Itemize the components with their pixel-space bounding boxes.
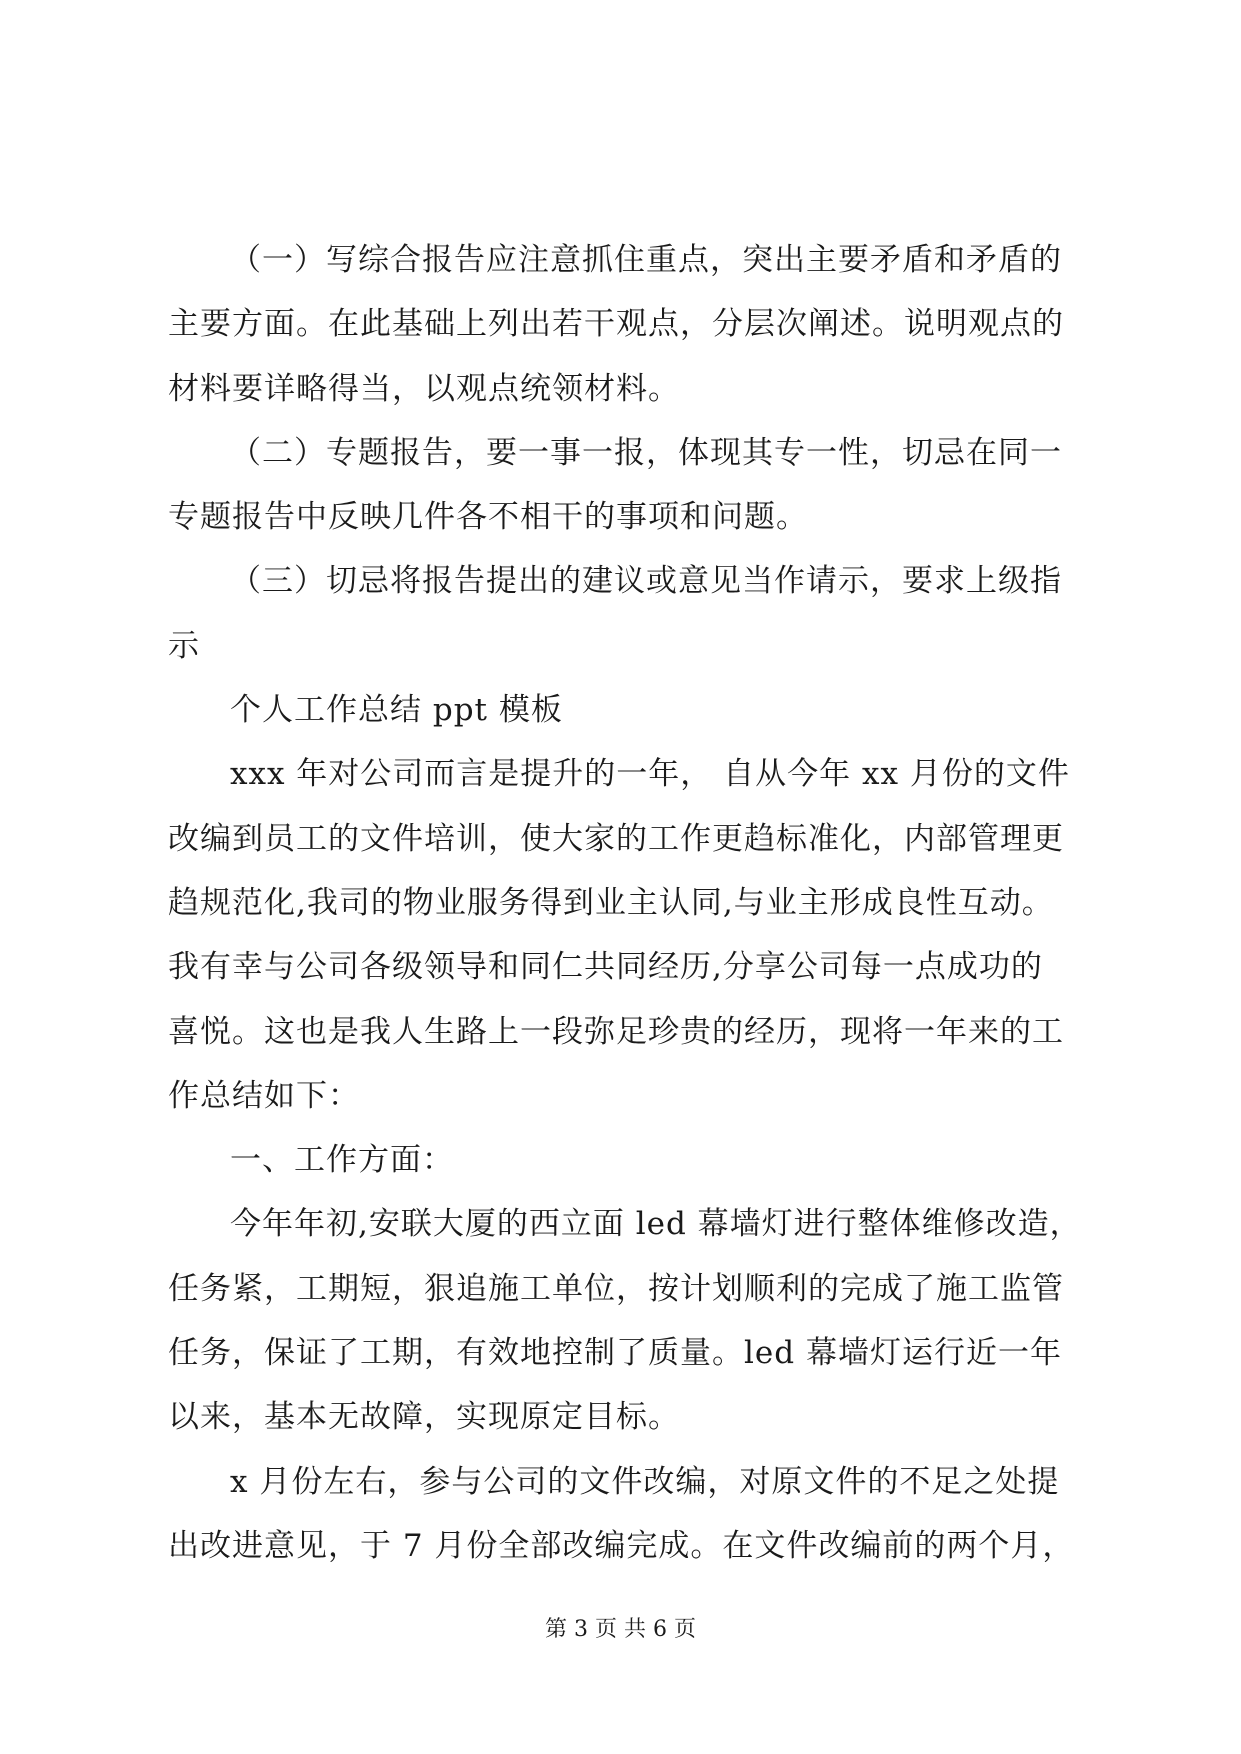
text-line: 专题报告中反映几件各不相干的事项和问题。 [168, 499, 808, 536]
text-line: xxx 年对公司而言是提升的一年， 自从今年 xx 月份的文件 [230, 756, 1070, 793]
text-line: 以来，基本无故障，实现原定目标。 [168, 1399, 680, 1436]
text-line: 材料要详略得当，以观点统领材料。 [168, 370, 680, 407]
text-line: 改编到员工的文件培训，使大家的工作更趋标准化，内部管理更 [168, 820, 1064, 857]
text-line: 作总结如下： [168, 1077, 360, 1114]
text-line: 主要方面。在此基础上列出若干观点，分层次阐述。说明观点的 [168, 306, 1064, 343]
text-line: x 月份左右，参与公司的文件改编，对原文件的不足之处提 [230, 1463, 1060, 1500]
section-heading: 个人工作总结 ppt 模板 [230, 692, 563, 729]
text-line: （三）切忌将报告提出的建议或意见当作请示，要求上级指 [230, 563, 1062, 600]
text-line: 趋规范化,我司的物业服务得到业主认同,与业主形成良性互动。 [168, 884, 1054, 921]
text-line: 我有幸与公司各级领导和同仁共同经历,分享公司每一点成功的 [168, 949, 1043, 986]
text-line: （一）写综合报告应注意抓住重点，突出主要矛盾和矛盾的 [230, 242, 1062, 278]
document-body [168, 228, 1080, 1578]
text-line: 今年年初,安联大厦的西立面 led 幕墙灯进行整体维修改造， [230, 1206, 1082, 1243]
text-line: 喜悦。这也是我人生路上一段弥足珍贵的经历，现将一年来的工 [168, 1013, 1064, 1050]
section-heading: 一、工作方面： [230, 1142, 454, 1179]
text-line: 任务，保证了工期，有效地控制了质量。led 幕墙灯运行近一年 [168, 1335, 1062, 1372]
text-line: 示 [168, 627, 200, 664]
text-line: 出改进意见，于 7 月份全部改编完成。在文件改编前的两个月， [168, 1527, 1075, 1564]
page-number-footer: 第 3 页 共 6 页 [545, 1617, 696, 1642]
text-line: 任务紧，工期短，狠追施工单位，按计划顺利的完成了施工监管 [168, 1270, 1064, 1307]
text-line: （二）专题报告，要一事一报，体现其专一性，切忌在同一 [230, 434, 1062, 471]
